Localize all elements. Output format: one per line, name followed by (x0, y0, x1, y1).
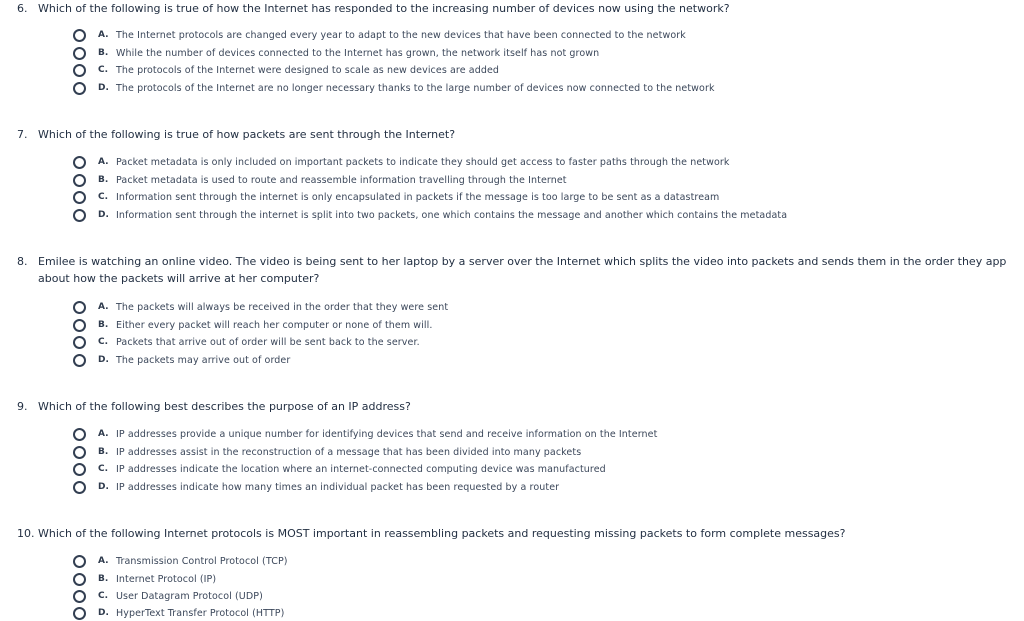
option-d[interactable] (73, 207, 787, 223)
question-text: Which of the following best describes the purpose of an IP address? (38, 400, 411, 413)
option-text: The packets may arrive out of order (116, 354, 291, 366)
option-text: Information sent through the internet is split into two packets, one which contains the message and another which contains the metadata (116, 209, 788, 221)
option-d[interactable] (73, 605, 284, 621)
question-number: 9. (17, 400, 28, 413)
radio-button[interactable] (73, 64, 86, 77)
radio-button[interactable] (73, 573, 86, 586)
option-a[interactable] (73, 553, 288, 569)
radio-button[interactable] (73, 174, 86, 187)
option-text: Information sent through the internet is only encapsulated in packets if the message is too large to be sent as a datastream (116, 191, 720, 203)
option-text: While the number of devices connected to the Internet has grown, the network itself has not grown (116, 47, 600, 59)
option-c[interactable] (73, 461, 606, 477)
option-c[interactable] (73, 334, 420, 350)
radio-button[interactable] (73, 209, 86, 222)
option-b[interactable] (73, 571, 216, 587)
option-d[interactable] (73, 352, 290, 368)
option-letter: D. (98, 210, 109, 220)
option-a[interactable] (73, 299, 448, 315)
option-text: Packets that arrive out of order will be sent back to the server. (116, 336, 420, 348)
question-number: 10. (17, 527, 35, 540)
question-number: 6. (17, 2, 28, 15)
option-letter: A. (98, 429, 109, 439)
option-letter: D. (98, 355, 109, 365)
question-text: Which of the following Internet protocols is MOST important in reassembling packets and requesting missing packets to form complete messages? (38, 527, 846, 540)
option-text: The protocols of the Internet were designed to scale as new devices are added (116, 64, 500, 76)
radio-button[interactable] (73, 29, 86, 42)
radio-button[interactable] (73, 354, 86, 367)
radio-button[interactable] (73, 191, 86, 204)
radio-button[interactable] (73, 336, 86, 349)
option-text: Packet metadata is used to route and reassemble information travelling through the Internet (116, 174, 567, 186)
option-b[interactable] (73, 45, 599, 61)
radio-button[interactable] (73, 590, 86, 603)
radio-button[interactable] (73, 301, 86, 314)
option-text: User Datagram Protocol (UDP) (116, 590, 263, 602)
option-a[interactable] (73, 154, 730, 170)
option-text: HyperText Transfer Protocol (HTTP) (116, 607, 285, 619)
question-text-line-2: about how the packets will arrive at her computer? (38, 272, 320, 285)
option-letter: D. (98, 83, 109, 93)
option-c[interactable] (73, 189, 719, 205)
option-text: IP addresses indicate how many times an individual packet has been requested by a router (116, 481, 560, 493)
option-letter: B. (98, 320, 109, 330)
question-number: 8. (17, 255, 28, 268)
radio-button[interactable] (73, 555, 86, 568)
option-text: IP addresses assist in the reconstruction of a message that has been divided into many packets (116, 446, 582, 458)
question-text-line-1: Emilee is watching an online video. The video is being sent to her laptop by a server over the Internet which splits the video into packets and sends them in the order they app (38, 255, 1007, 268)
option-text: IP addresses indicate the location where an internet-connected computing device was manufactured (116, 463, 606, 475)
option-c[interactable] (73, 62, 499, 78)
option-text: Either every packet will reach her computer or none of them will. (116, 319, 433, 331)
option-text: Transmission Control Protocol (TCP) (116, 555, 288, 567)
question-text: Which of the following is true of how the Internet has responded to the increasing number of devices now using the network? (38, 2, 730, 15)
option-letter: B. (98, 447, 109, 457)
option-letter: C. (98, 591, 109, 601)
option-b[interactable] (73, 172, 567, 188)
option-letter: A. (98, 302, 109, 312)
option-letter: C. (98, 192, 109, 202)
question-number: 7. (17, 128, 28, 141)
option-text: IP addresses provide a unique number for identifying devices that send and receive information on the Internet (116, 428, 658, 440)
option-letter: A. (98, 556, 109, 566)
radio-button[interactable] (73, 428, 86, 441)
option-letter: C. (98, 65, 109, 75)
option-a[interactable] (73, 27, 686, 43)
option-letter: B. (98, 48, 109, 58)
radio-button[interactable] (73, 47, 86, 60)
radio-button[interactable] (73, 607, 86, 620)
option-text: Internet Protocol (IP) (116, 573, 217, 585)
radio-button[interactable] (73, 82, 86, 95)
option-b[interactable] (73, 444, 581, 460)
option-letter: D. (98, 608, 109, 618)
option-letter: C. (98, 464, 109, 474)
option-letter: B. (98, 574, 109, 584)
radio-button[interactable] (73, 319, 86, 332)
option-text: The packets will always be received in the order that they were sent (116, 301, 449, 313)
radio-button[interactable] (73, 156, 86, 169)
question-text: Which of the following is true of how packets are sent through the Internet? (38, 128, 456, 141)
option-d[interactable] (73, 80, 715, 96)
option-b[interactable] (73, 317, 433, 333)
option-letter: B. (98, 175, 109, 185)
radio-button[interactable] (73, 446, 86, 459)
option-a[interactable] (73, 426, 657, 442)
option-d[interactable] (73, 479, 559, 495)
option-letter: A. (98, 30, 109, 40)
option-text: The protocols of the Internet are no longer necessary thanks to the large number of devices now connected to the network (116, 82, 715, 94)
radio-button[interactable] (73, 481, 86, 494)
option-letter: C. (98, 337, 109, 347)
option-text: The Internet protocols are changed every year to adapt to the new devices that have been connected to the network (116, 29, 686, 41)
option-letter: D. (98, 482, 109, 492)
option-c[interactable] (73, 588, 263, 604)
option-letter: A. (98, 157, 109, 167)
option-text: Packet metadata is only included on important packets to indicate they should get access to faster paths through the network (116, 156, 730, 168)
radio-button[interactable] (73, 463, 86, 476)
